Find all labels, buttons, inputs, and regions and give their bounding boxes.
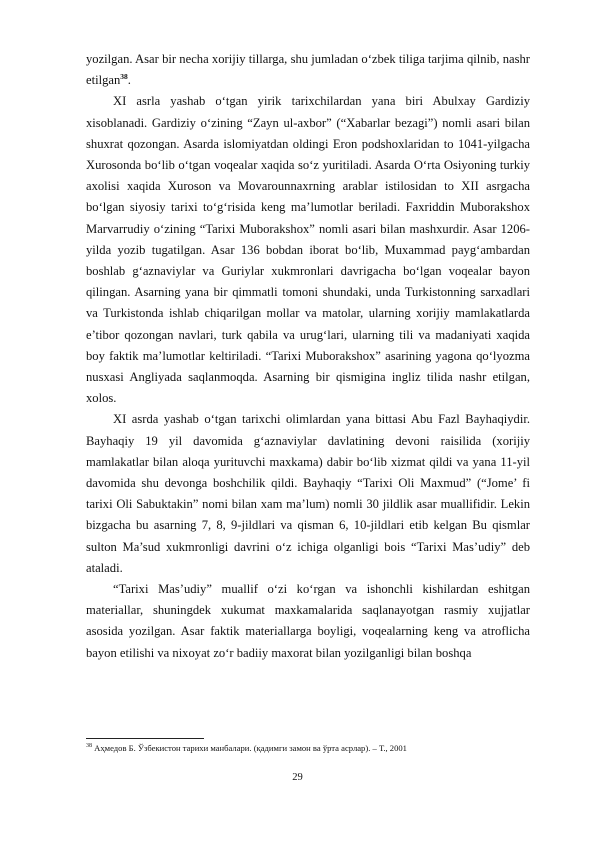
footnote-text: Аҳмедов Б. Ўзбекистон тарихи манбалари. (қадимги замон ва ўрта асрлар). – Т., 2001 <box>94 743 407 753</box>
page-body <box>86 49 530 664</box>
paragraph-1-tail: . <box>127 73 131 88</box>
page-number: 29 <box>292 772 303 783</box>
footnote-reference[interactable]: 38 <box>120 72 128 82</box>
paragraph-4: “Tarixi Mas’udiy” muallif o‘zi ko‘rgan va ishonchli kishilardan eshitgan materiallar, shuningdek xukumat maxkamalarida saqlanayotgan rasmiy xujjatlar asosida yozilgan. Asar faktik materiallarga boyligi, voqealarning keng va atroflicha bayon etilishi va nixoyat zo‘r badiiy maxorat bilan yozilganligi bilan boshqa <box>86 582 530 660</box>
footnote-divider <box>86 738 204 739</box>
paragraph-1-text: yozilgan. Asar bir necha xorijiy tillarga, shu jumladan o‘zbek tiliga tarjima qilnib, nashr etilgan <box>86 52 530 88</box>
paragraph-2: XI asrla yashab o‘tgan yirik tarixchilardan yana biri Abulxay Gardiziy xisoblanadi. Gardiziy o‘zining “Zayn ul-axbor” (“Xabarlar bezagi”) nomli asari bilan shuxrat qozongan. Asarda islomiyatdan oldingi Eron podshoxlaridan to 1041-yilgacha Xurosonda bo‘lib o‘tgan voqealar xaqida so‘z yuritiladi. Asarda O‘rta Osiyoning turkiy axolisi xaqida Xuroson va Movarounnaxrning arablar istilosidan to XII asrgacha bo‘lgan siyosiy tarixi to‘g‘risida keng ma’lumotlar beriladi. Faxriddin Muborakshox Marvarrudiy o‘zining “Tarixi Muborakshox” nomli asari bilan mashxurdir. Asar 1206-yilda yozib tugatilgan. Asar 136 bobdan iborat bo‘lib, Muxammad payg‘ambardan boshlab g‘aznaviylar va Guriylar xukmronlari davrigacha bo‘lgan voqealar bayon qilingan. Asarning yana bir qimmatli tomoni shundaki, unda Turkistonning sarxadlari va Turkistonda ishlab chiqarilgan mollar va matolar, ularning xorijiy mamlakatlarda e’tibor qozongan navlari, turk qabila va urug‘lari, ularning tili va madaniyati xaqida boy faktik ma’lumotlar keltiriladi. “Tarixi Muborakshox” asarining yagona qo‘lyozma nusxasi Angliyada saqlanmoqda. Asarning bir qismigina ingliz tilida nashr etilgan, xolos. <box>86 94 530 406</box>
paragraph-3: XI asrda yashab o‘tgan tarixchi olimlardan yana bittasi Abu Fazl Bayhaqiydir. Bayhaqiy 19 yil davomida g‘aznaviylar davlatining devoni raisilida (xorijiy mamlakatlar bilan aloqa yurituvchi maxkama) dabir bo‘lib xizmat qildi va yana 11-yil davomida shu devonga boshchilik qildi. Bayhaqiy “Tarixi Oli Maxmud” (“Jome’ fi tarixi Oli Sabuktakin” nomi bilan xam ma’lum) nomli 30 jildlik asar muallifidir. Lekin bizgacha bu asarning 7, 8, 9-jildlari va qisman 6, 10-jildlari etib kelgan Bu qismlar sulton Ma’sud xukmronligi davrini o‘z ichiga olganligi bois “Tarixi Mas’udiy” deb ataladi. <box>86 412 530 575</box>
footnote-number: 38 <box>86 743 92 750</box>
footnote <box>86 742 530 754</box>
paragraph-1 <box>86 49 530 91</box>
